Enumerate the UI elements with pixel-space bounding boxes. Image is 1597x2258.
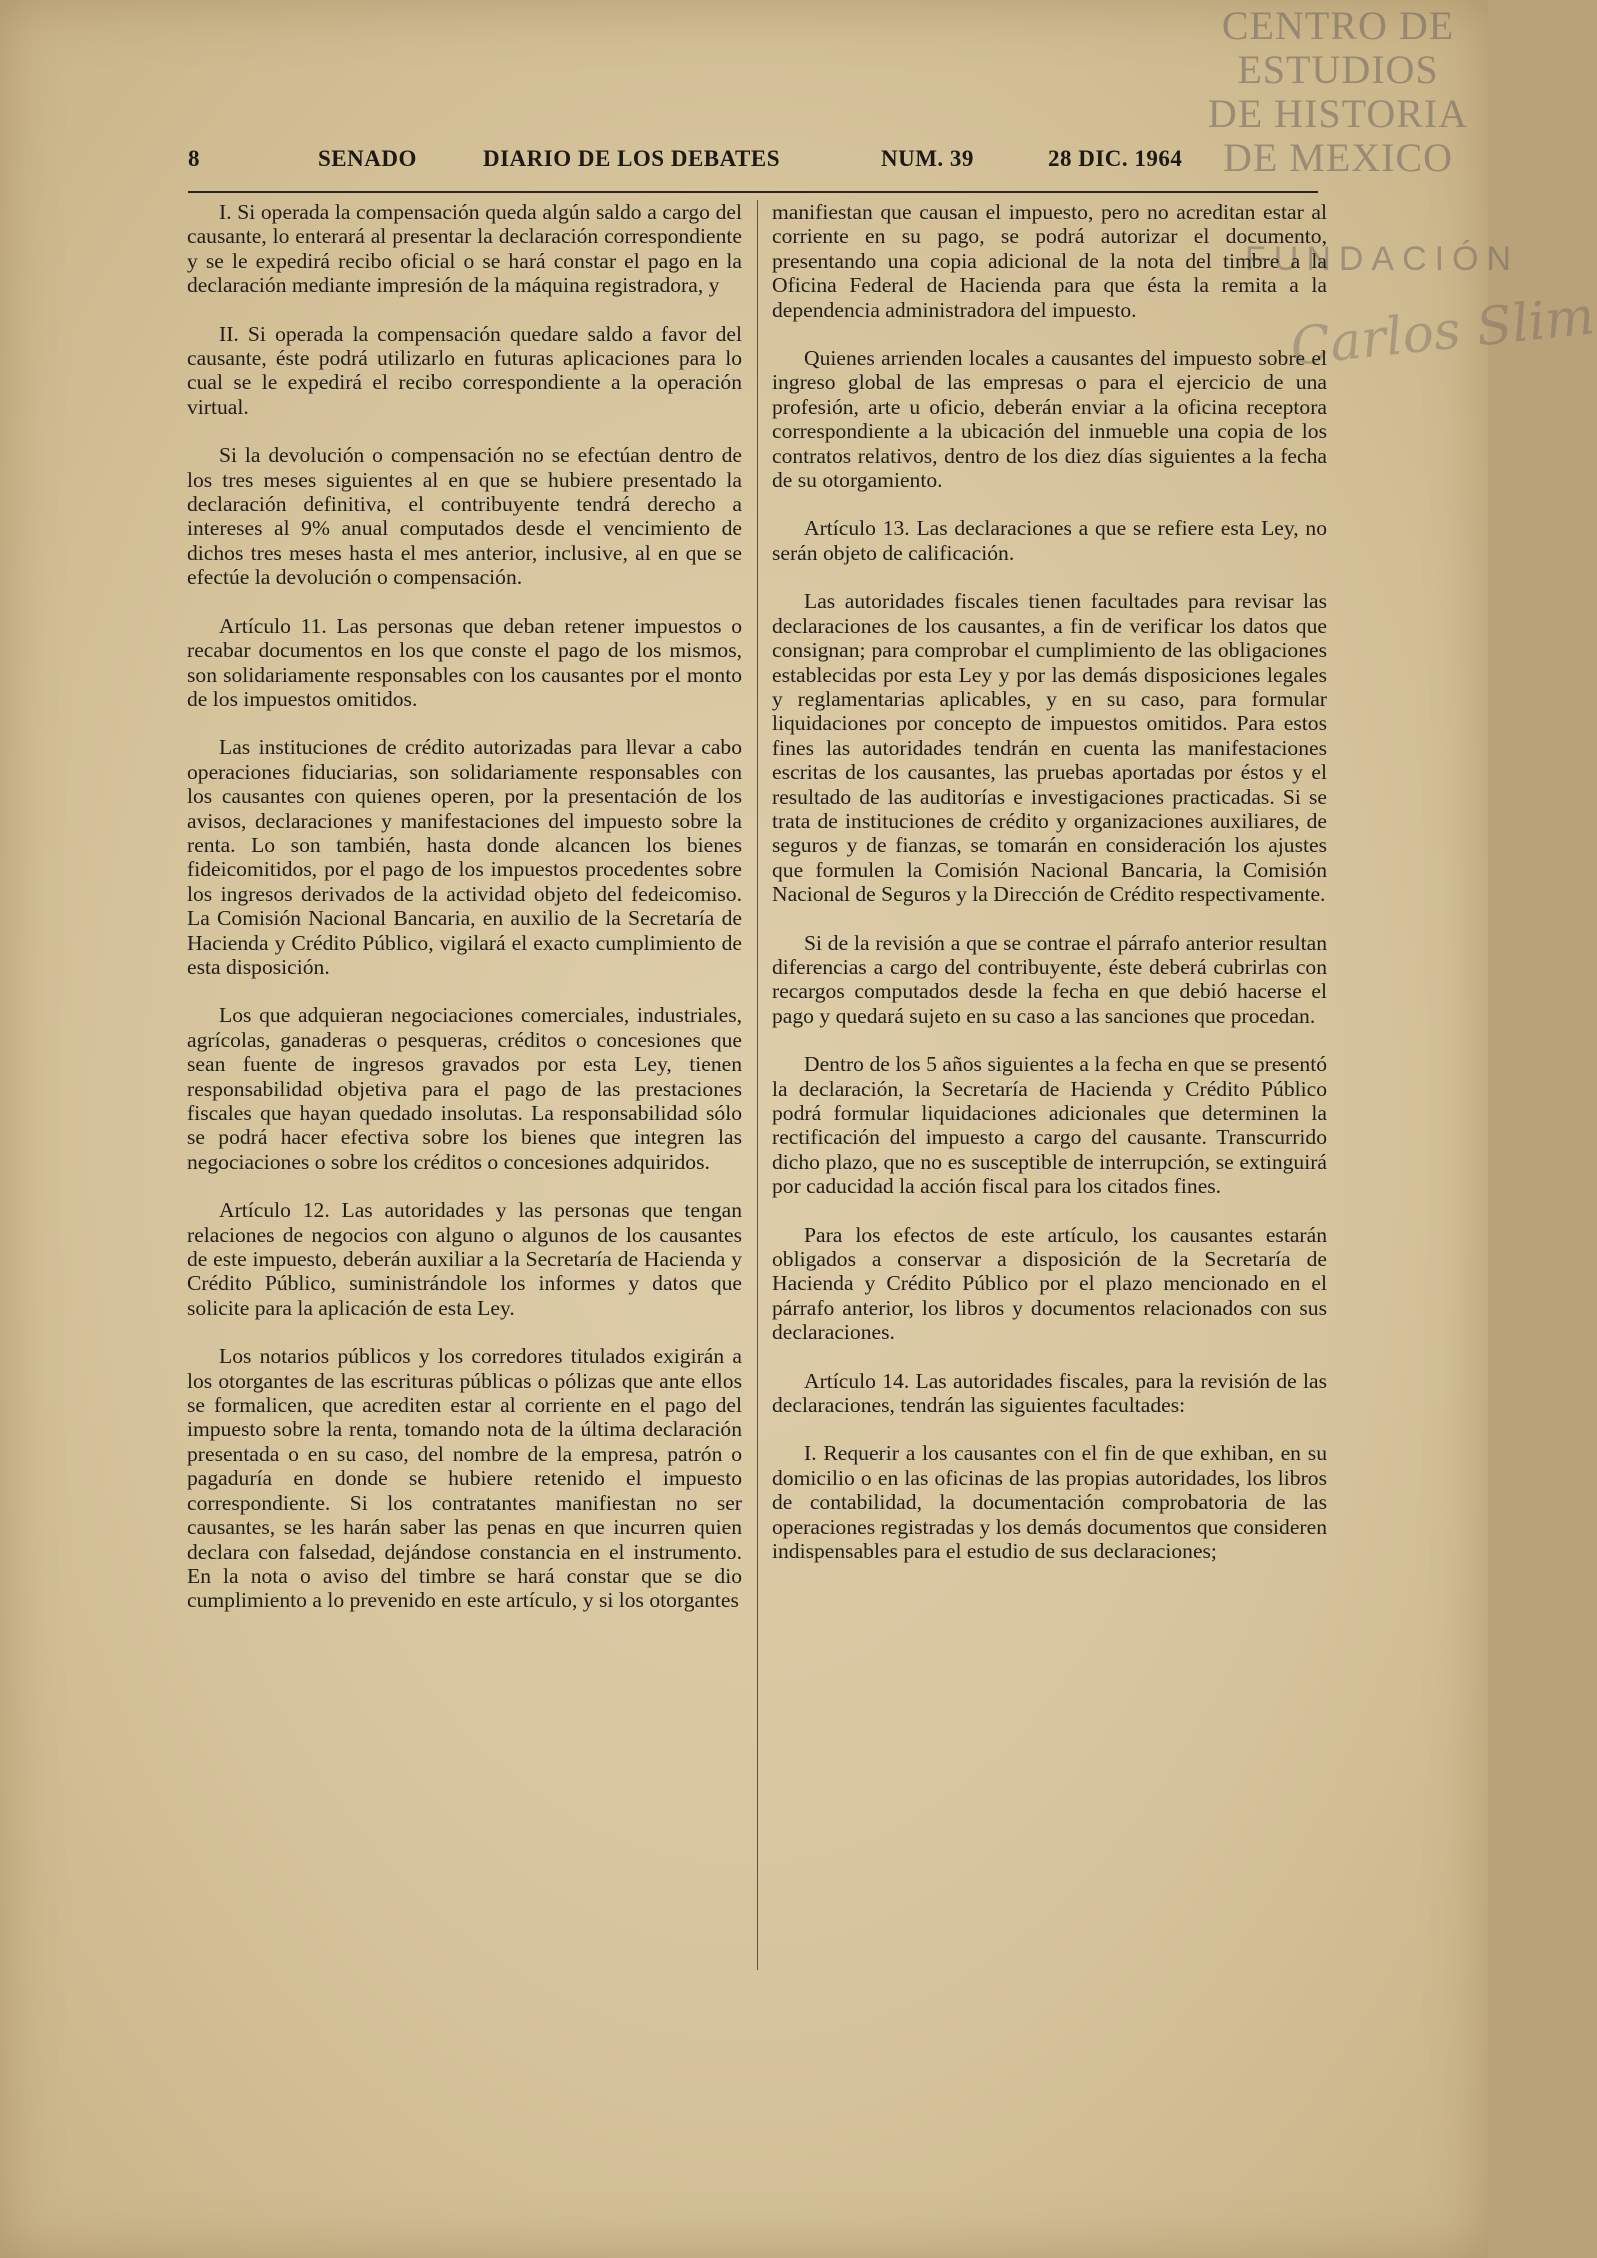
header-rule bbox=[188, 191, 1318, 193]
paragraph: Para los efectos de este artículo, los causantes estarán obligados a conservar a disposición de la Secretaría de Hacienda y Crédito Público por el plazo mencionado en el párrafo anterior, los libros y documentos relacionados con sus declaraciones. bbox=[772, 1222, 1327, 1345]
watermark-line: CENTRO DE bbox=[1221, 3, 1455, 48]
right-column bbox=[772, 200, 1327, 1588]
section-name: SENADO bbox=[318, 146, 417, 171]
paragraph: Quienes arrienden locales a causantes del impuesto sobre el ingreso global de las empresas o para el ejercicio de una profesión, arte u oficio, deberán enviar a la oficina receptora correspondiente a la ubicación del inmueble una copia de los contratos relativos, dentro de los diez días siguientes a la fecha de su otorgamiento. bbox=[772, 346, 1327, 493]
paragraph: I. Si operada la compensación queda algún saldo a cargo del causante, lo enterará al presentar la declaración correspondiente y se le expedirá recibo oficial o se hará constar el pago en la declaración mediante impresión de la máquina registradora, y bbox=[187, 200, 742, 298]
paragraph: I. Requerir a los causantes con el fin de que exhiban, en su domicilio o en las oficinas de las propias autoridades, los libros de contabilidad, la documentación comprobatoria de las operaciones registradas y los demás documentos que consideren indispensables para el estudio de sus declaraciones; bbox=[772, 1441, 1327, 1564]
page-header bbox=[188, 146, 1198, 180]
watermark-fundacion: FUNDACIÓN bbox=[1245, 240, 1520, 278]
watermark-signature: Carlos Slim bbox=[1287, 286, 1597, 378]
paragraph: Las autoridades fiscales tienen facultades para revisar las declaraciones de los causantes, a fin de verificar los datos que consignan; para comprobar el cumplimiento de las obligaciones establecidas por esta Ley y por las demás disposiciones legales y reglamentarias aplicables, y en su caso, para formular liquidaciones por concepto de impuestos omitidos. Para estos fines las autoridades tendrán en cuenta las manifestaciones escritas de los causantes, las pruebas aportadas por éstos y el resultado de las auditorías e investigaciones practicadas. Si se trata de instituciones de crédito y organizaciones auxiliares, de seguros y de fianzas, se tomarán en consideración los ajustes que formulen la Comisión Nacional Bancaria, la Comisión Nacional de Seguros y la Dirección de Crédito respectivamente. bbox=[772, 589, 1327, 907]
paragraph: II. Si operada la compensación quedare saldo a favor del causante, éste podrá utilizarlo en futuras aplicaciones para lo cual se le expedirá el recibo correspondiente a la operación virtual. bbox=[187, 321, 742, 419]
paragraph: Artículo 11. Las personas que deban retener impuestos o recabar documentos en los que conste el pago de los mismos, son solidariamente responsables con los causantes por el monto de los impuestos omitidos. bbox=[187, 613, 742, 711]
paragraph: Las instituciones de crédito autorizadas para llevar a cabo operaciones fiduciarias, son solidariamente responsables con los causantes con quienes operen, por la presentación de los avisos, declaraciones y manifestaciones del impuesto sobre la renta. Lo son también, hasta donde alcancen los bienes fideicomitidos, por el pago de los impuestos procedentes sobre los ingresos derivados de la actividad objeto del fedeicomiso. La Comisión Nacional Bancaria, en auxilio de la Secretaría de Hacienda y Crédito Público, vigilará el exacto cumplimiento de esta disposición. bbox=[187, 735, 742, 979]
watermark-line: ESTUDIOS bbox=[1237, 47, 1439, 92]
paragraph: Dentro de los 5 años siguientes a la fecha en que se presentó la declaración, la Secretaría de Hacienda y Crédito Público podrá formular liquidaciones adicionales que determinen la rectificación del impuesto a cargo del causante. Transcurrido dicho plazo, que no es susceptible de interrupción, se extinguirá por caducidad la acción fiscal para los citados fines. bbox=[772, 1052, 1327, 1199]
paragraph: manifiestan que causan el impuesto, pero no acreditan estar al corriente en su pago, se podrá autorizar el documento, presentando una copia adicional de la nota del timbre a la Oficina Federal de Hacienda para que ésta la remita a la dependencia administradora del impuesto. bbox=[772, 200, 1327, 322]
paragraph: Si la devolución o compensación no se efectúan dentro de los tres meses siguientes al en que se hubiere presentado la declaración definitiva, el contribuyente tendrá derecho a intereses al 9% anual computados desde el vencimiento de dichos tres meses hasta el mes anterior, inclusive, al en que se efectúe la devolución o compensación. bbox=[187, 443, 742, 590]
paragraph: Los que adquieran negociaciones comerciales, industriales, agrícolas, ganaderas o pesqueras, créditos o concesiones que sean fuente de ingresos gravados por esta Ley, tienen responsabilidad objetiva para el pago de las prestaciones fiscales que hayan quedado insolutas. La responsabilidad sólo se podrá hacer efectiva sobre los bienes que integren las negociaciones o sobre los créditos o concesiones adquiridos. bbox=[187, 1003, 742, 1174]
paragraph: Artículo 13. Las declaraciones a que se refiere esta Ley, no serán objeto de calificación. bbox=[772, 516, 1327, 565]
column-divider bbox=[757, 200, 758, 1970]
issue-date: 28 DIC. 1964 bbox=[1048, 146, 1183, 171]
paragraph: Artículo 12. Las autoridades y las personas que tengan relaciones de negocios con alguno o algunos de los causantes de este impuesto, deberán auxiliar a la Secretaría de Hacienda y Crédito Público, suministrándole los informes y datos que solicite para la aplicación de esta Ley. bbox=[187, 1198, 742, 1320]
paragraph: Los notarios públicos y los corredores titulados exigirán a los otorgantes de las escrituras públicas o pólizas que ante ellos se formalicen, que acrediten estar al corriente en el pago del impuesto sobre la renta, tomando nota de la última declaración presentada o en su caso, del nombre de la empresa, patrón o pagaduría en donde se hubiere retenido el impuesto correspondiente. Si los contratantes manifiestan no ser causantes, se les harán saber las penas en que incurren quien declara con falsedad, dejándose constancia en el instrumento. En la nota o aviso del timbre se hará constar que se dio cumplimiento a lo prevenido en este artículo, y si los otorgantes bbox=[187, 1344, 742, 1613]
watermark-line: DE HISTORIA bbox=[1207, 91, 1469, 136]
page-number: 8 bbox=[188, 146, 200, 171]
publication-title: DIARIO DE LOS DEBATES bbox=[483, 146, 781, 171]
archive-watermark bbox=[1188, 4, 1488, 180]
watermark-line: DE MEXICO bbox=[1222, 135, 1454, 180]
left-column bbox=[187, 200, 742, 1637]
paragraph: Si de la revisión a que se contrae el párrafo anterior resultan diferencias a cargo del contribuyente, éste deberá cubrirlas con recargos computados desde la fecha en que debió hacerse el pago y quedará sujeto en su caso a las sanciones que procedan. bbox=[772, 930, 1327, 1028]
issue-number: NUM. 39 bbox=[881, 146, 974, 171]
paragraph: Artículo 14. Las autoridades fiscales, para la revisión de las declaraciones, tendrán las siguientes facultades: bbox=[772, 1368, 1327, 1418]
